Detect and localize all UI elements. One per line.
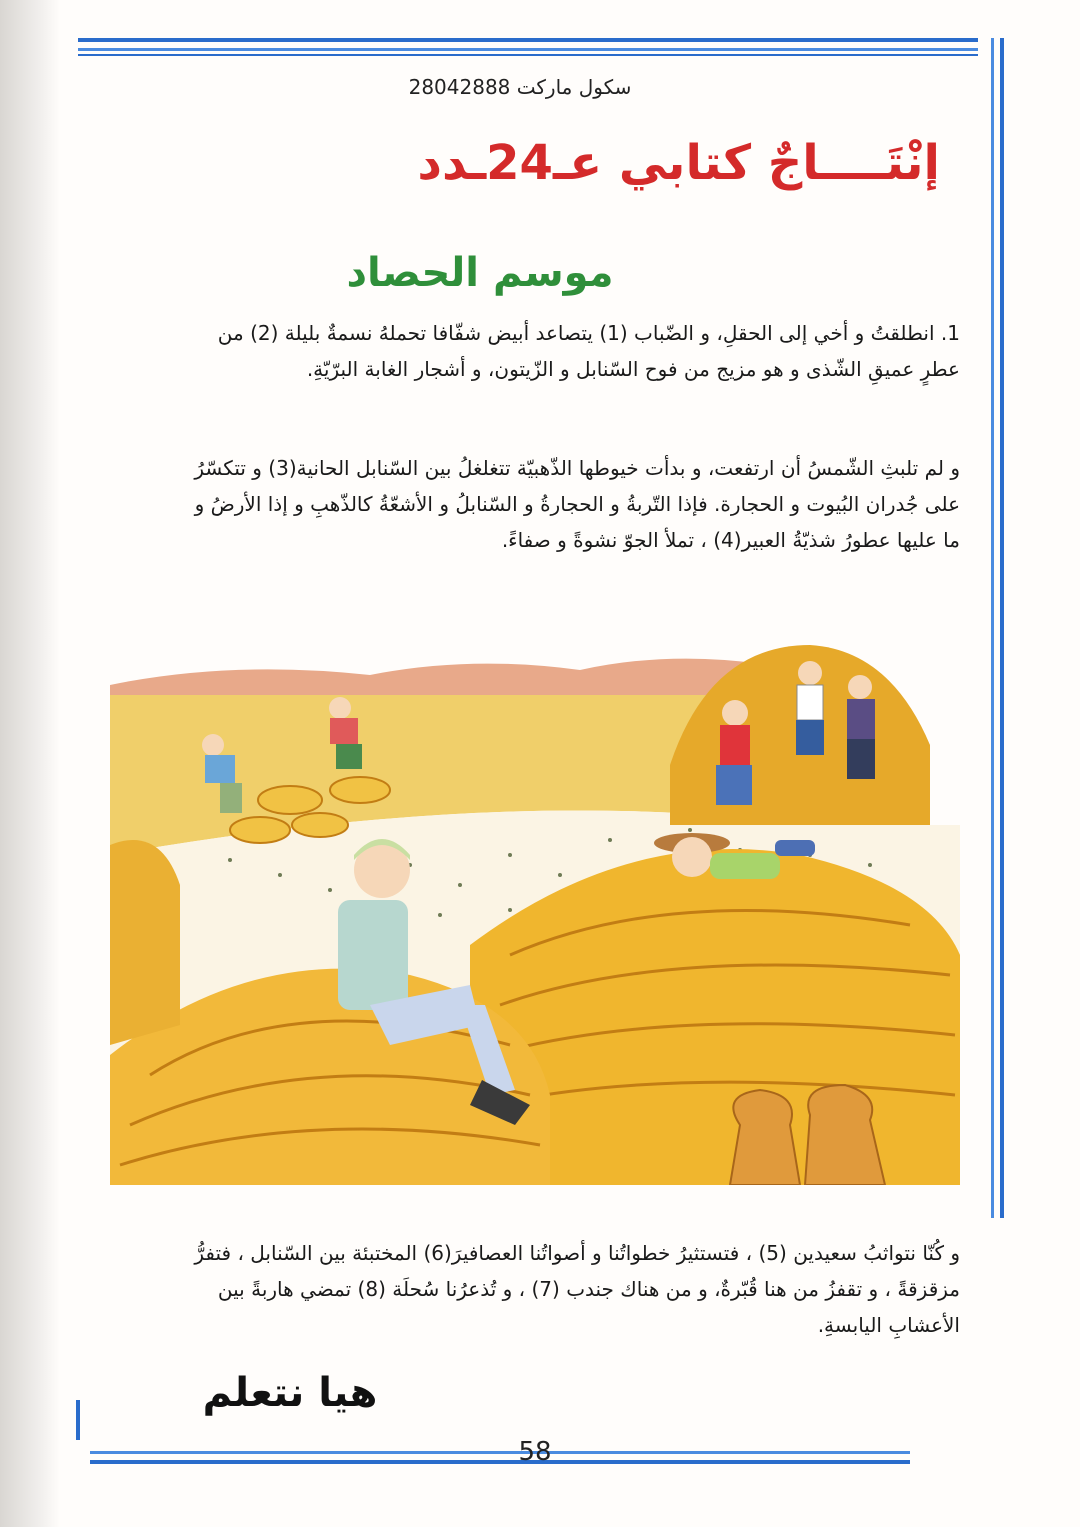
shop-header: سكول ماركت 28042888 <box>408 75 632 99</box>
worker-purple-shirt <box>847 675 875 779</box>
text-title: موسم الحصاد <box>346 250 614 296</box>
page-title: إنْتَــــاجٌ كتابي عـ24ـدد <box>417 135 940 191</box>
harvest-scene-svg <box>110 625 960 1185</box>
paragraph-2: و لم تلبثِ الشّمسُ أن ارتفعت، و بدأت خيوطها الذّهبيّة تتغلغلُ بين السّنابل الحانية(3) و تتكسّرُ على جُدران البُيوت و الحجارة. فإذا التّربةُ و الحجارةُ و السّنابلُ و الأشعّةُ كالذّهبِ و إذا الأرضُ و ما عليها عطورُ شذيّةُ العبير(4) ، تملأ الجوّ نشوةً و صفاءً. <box>194 456 960 552</box>
lets-learn-label: هيا نتعلم <box>202 1370 378 1416</box>
haystack-left-edge <box>110 840 180 1045</box>
page-border-left <box>76 1400 108 1440</box>
page-border-top <box>78 38 978 72</box>
worker-white-shirt <box>796 661 824 755</box>
book-spine-shadow <box>0 0 60 1527</box>
page-border-right <box>970 38 1004 1218</box>
paragraph-3: و كُنّا نتواثبُ سعيدين (5) ، فتستثيرُ خطواتُنا و أصواتُنا العصافيرَ(6) المختبئة بين السّنابل ، فتفرُّ مزقزقةً ، و تقفزُ من هنا قُبّرةٌ، و من هناك جندب (7) ، و تُذعرُنا سُحلَة (8) تمضي هاربةً بين الأعشابِ اليابسةِ. <box>194 1241 960 1337</box>
harvest-illustration <box>110 625 960 1185</box>
paragraph-1: 1. انطلقتُ و أخي إلى الحقلِ، و الضّباب (1) يتصاعد أبيض شفّافا تحملهُ نسمةٌ بليلة (2) من عطرٍ عميقِ الشّذى و هو مزيج من فوح السّنابل و الزّيتون، و أشجار الغابة البرّيّةِ. <box>217 321 960 381</box>
page-number: 58 <box>518 1437 552 1467</box>
